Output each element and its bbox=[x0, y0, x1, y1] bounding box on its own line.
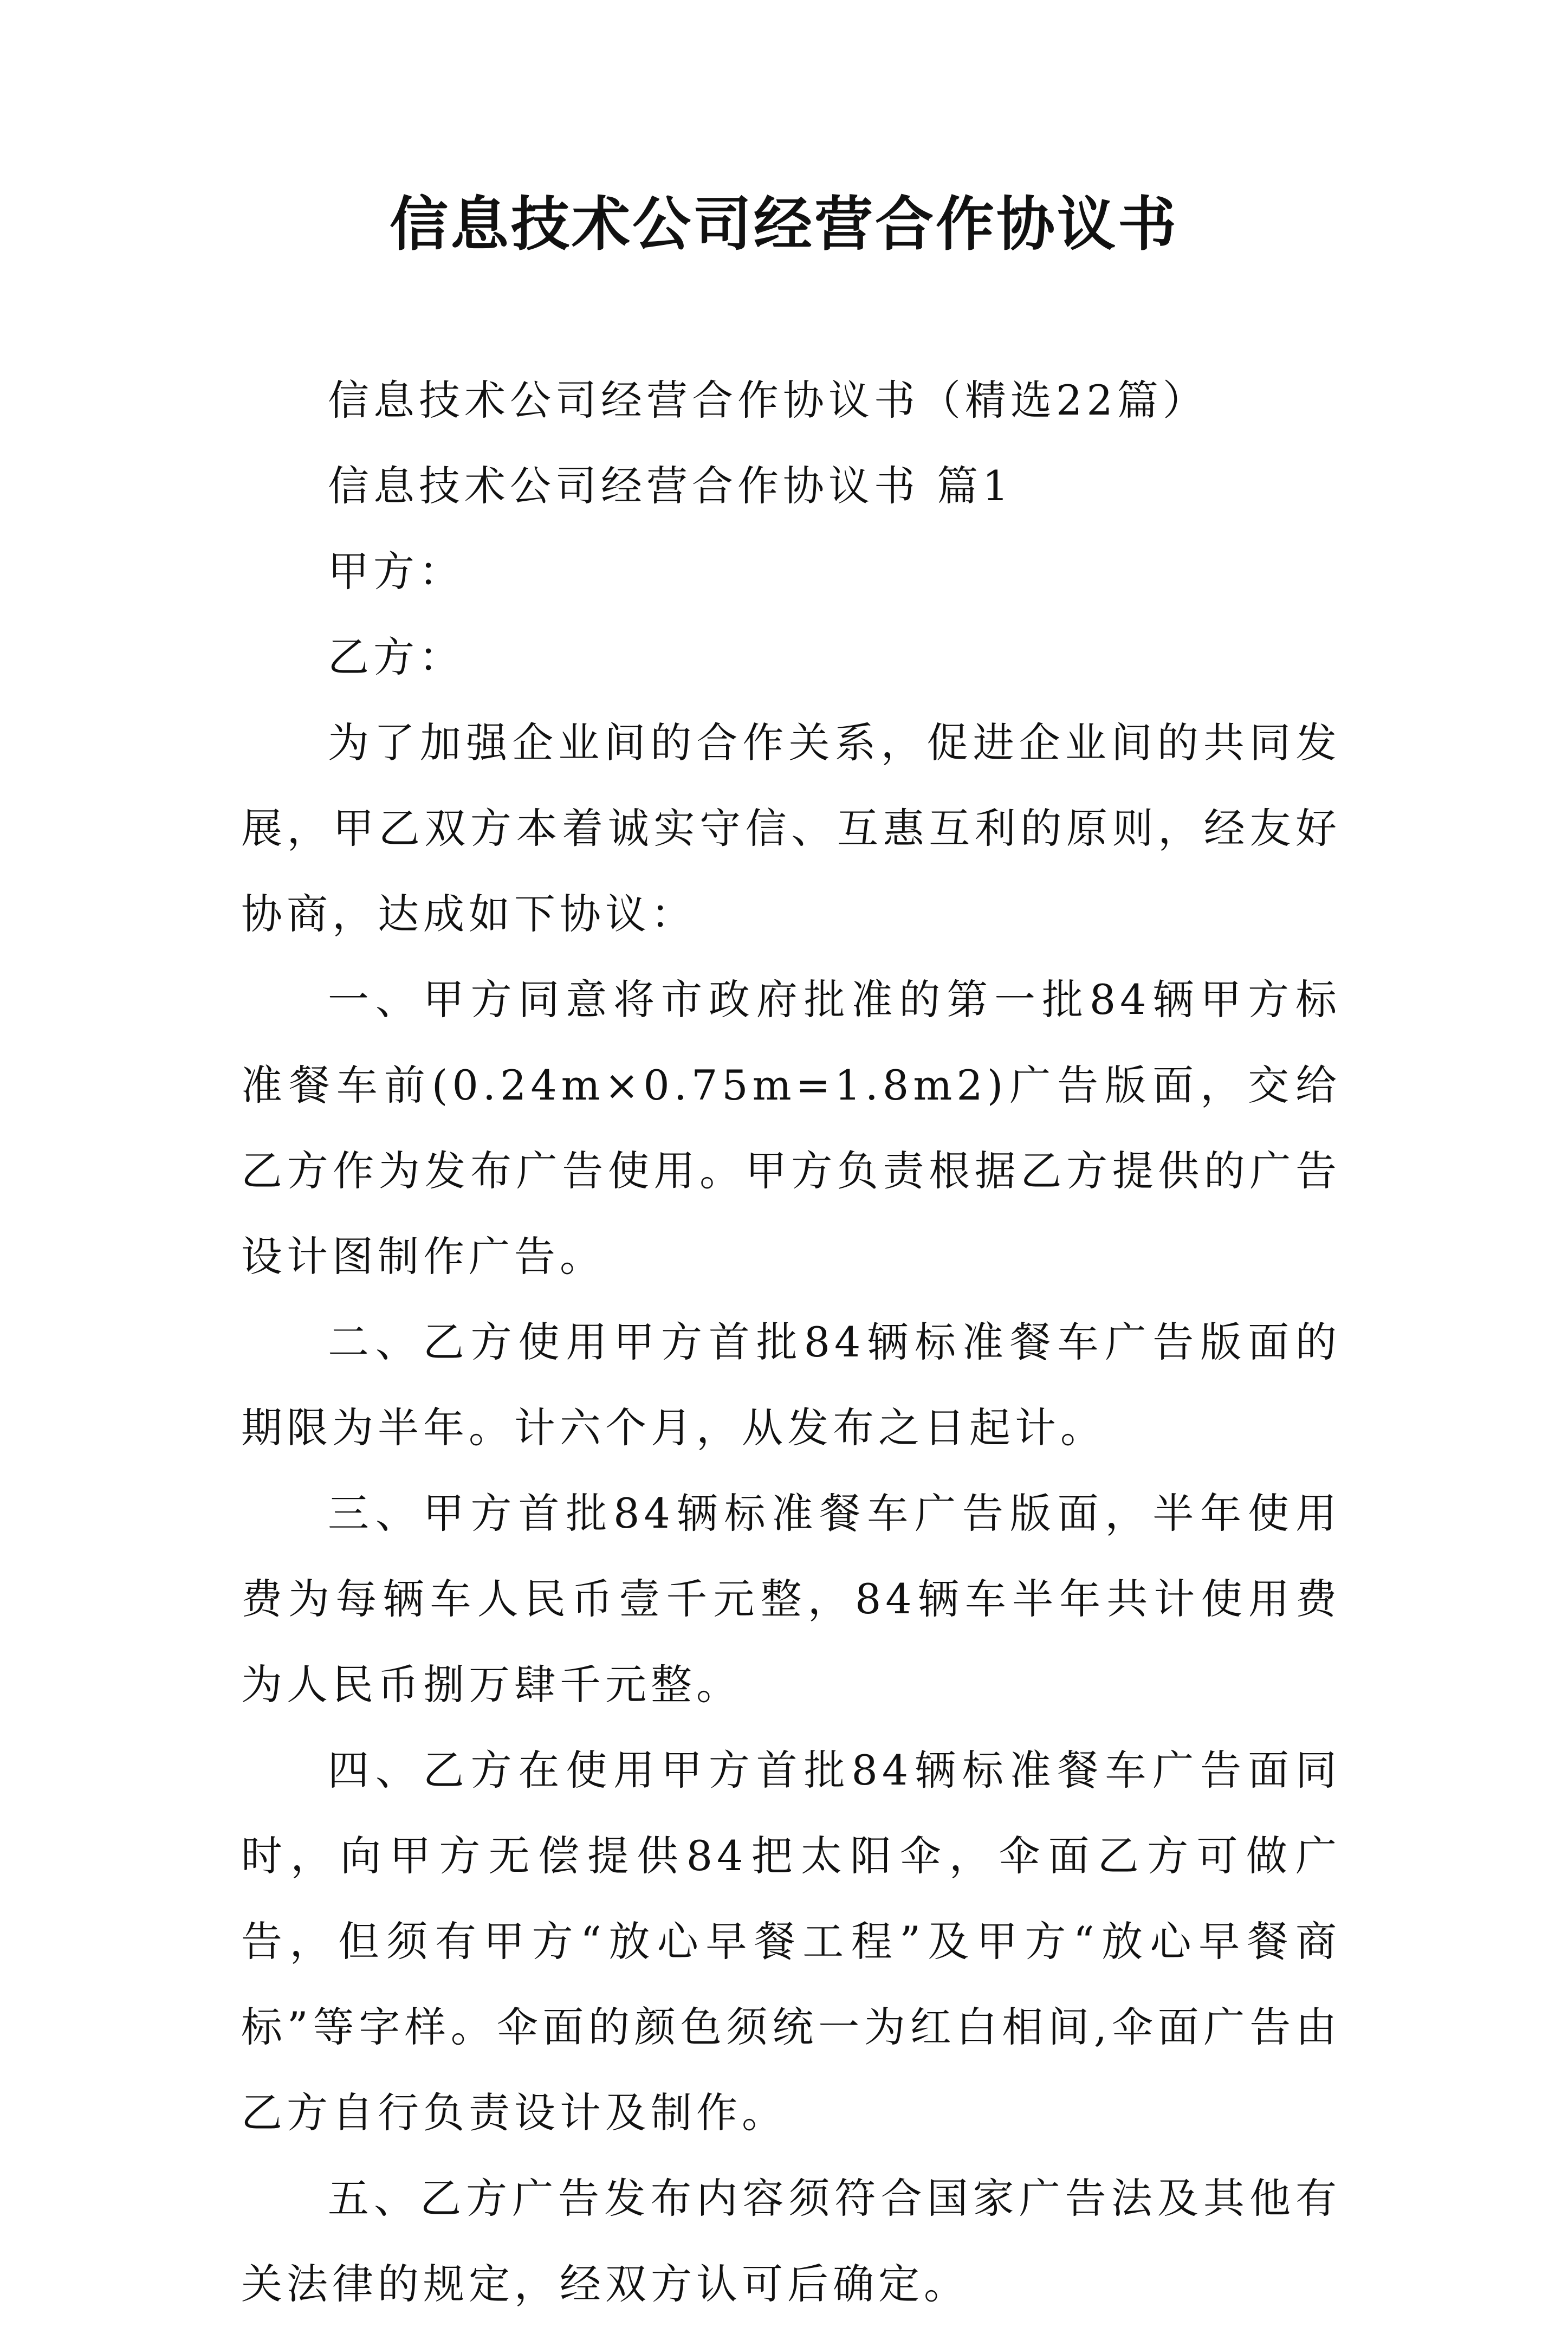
party-b-line: 乙方： bbox=[328, 633, 464, 681]
document-title: 信息技术公司经营合作协议书 bbox=[389, 191, 1178, 258]
clause-1: 一、甲方同意将市政府批准的第一批84辆甲方标准餐车前(0.24m×0.75m=1.8m2)广告版面，交给乙方作为发布广告使用。甲方负责根据乙方提供的广告设计图制作广告。 bbox=[241, 975, 1341, 1281]
clause-2: 二、乙方使用甲方首批84辆标准餐车广告版面的期限为半年。计六个月，从发布之日起计。 bbox=[241, 1318, 1341, 1452]
clause-4: 四、乙方在使用甲方首批84辆标准餐车广告面同时，向甲方无偿提供84把太阳伞，伞面乙方可做广告，但须有甲方“放心早餐工程”及甲方“放心早餐商标”等字样。伞面的颜色须统一为红白相间,伞面广告由乙方自行负责设计及制作。 bbox=[241, 1746, 1341, 2137]
section-heading: 信息技术公司经营合作协议书 篇1 bbox=[328, 462, 1013, 510]
party-a-line: 甲方： bbox=[328, 547, 464, 596]
document-body bbox=[241, 358, 1341, 2327]
clause-3: 三、甲方首批84辆标准餐车广告版面，半年使用费为每辆车人民币壹千元整，84辆车半年共计使用费为人民币捌万肆千元整。 bbox=[241, 1489, 1341, 1709]
intro-paragraph: 为了加强企业间的合作关系，促进企业间的共同发展，甲乙双方本着诚实守信、互惠互利的原则，经友好协商，达成如下协议： bbox=[241, 719, 1341, 938]
subtitle-paragraph: 信息技术公司经营合作协议书（精选22篇） bbox=[328, 376, 1208, 424]
clause-5: 五、乙方广告发布内容须符合国家广告法及其他有关法律的规定，经双方认可后确定。 bbox=[241, 2174, 1341, 2308]
